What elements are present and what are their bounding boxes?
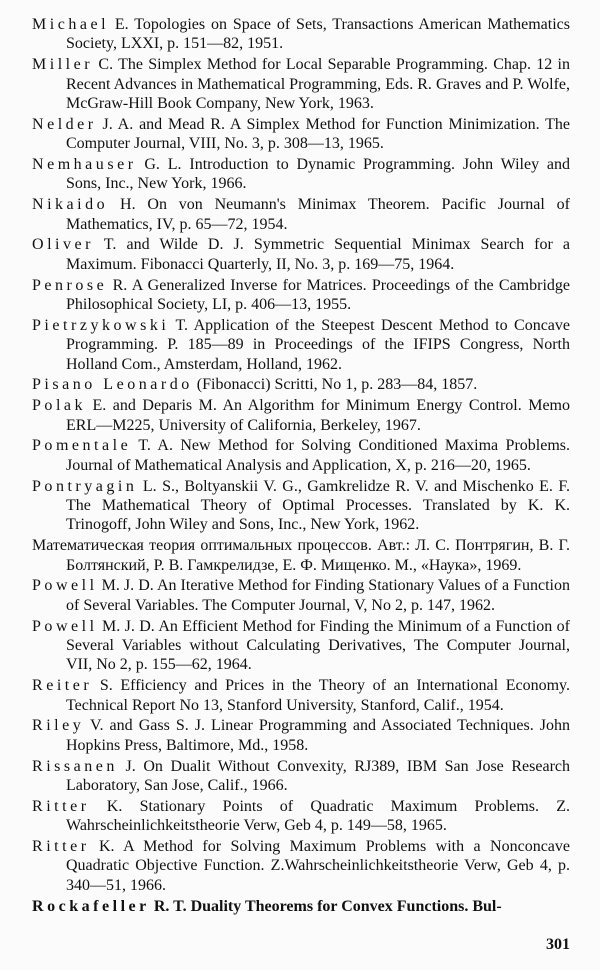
reference-authors: Nikaido xyxy=(32,196,109,214)
reference-text: T. Application of the Steepest Descent Method to Concave Programming. P. 185—89 in Proceedings of the IFIPS Congress, North Holland Com., Amsterdam, Holland, 1962. xyxy=(66,316,570,373)
reference-authors: Pontryagin xyxy=(32,477,138,495)
reference-text: K. Stationary Points of Quadratic Maximum Problems. Z. Wahrscheinlichkeitstheorie Verw, Geb 4, p. 149—58, 1965. xyxy=(66,797,570,835)
reference-authors: Riley xyxy=(32,717,85,735)
reference-authors: Ritter xyxy=(32,838,90,856)
reference-item xyxy=(32,375,570,394)
reference-item xyxy=(32,757,570,796)
reference-text: M. J. D. An Iterative Method for Finding Stationary Values of a Function of Several Variables. The Computer Journal, V, No 2, p. 147, 1962. xyxy=(66,577,570,614)
reference-item xyxy=(32,115,570,154)
reference-text: S. Efficiency and Prices in the Theory of an International Economy. Technical Report No 13, Stanford University, Stanford, Calif., 1954. xyxy=(66,677,570,714)
reference-item xyxy=(32,235,570,274)
reference-text: Математическая теория оптимальных процессов. Авт.: Л. С. Понтрягин, В. Г. Болтянский, Р. В. Гамкрелидзе, Е. Ф. Мищенко. М., «Наука», 1969. xyxy=(32,537,570,574)
reference-item xyxy=(32,837,570,895)
reference-text: H. On von Neumann's Minimax Theorem. Pacific Journal of Mathematics, IV, p. 65—72, 1954. xyxy=(66,196,570,233)
page-number: 301 xyxy=(546,935,570,953)
reference-text: G. L. Introduction to Dynamic Programming. John Wiley and Sons, Inc., New York, 1966. xyxy=(66,156,570,193)
reference-item xyxy=(32,797,570,836)
reference-authors: Powell xyxy=(32,577,98,595)
reference-text: L. S., Boltyanskii V. G., Gamkrelidze R. V. and Mischenko E. F. The Mathematical Theory of Optimal Processes. Translated by K. K. Trinogoff, John Wiley and Sons, Inc., New York, 1962. xyxy=(66,477,570,534)
reference-authors: Rissanen xyxy=(32,757,118,775)
reference-item xyxy=(32,155,570,194)
reference-authors: Polak xyxy=(32,397,87,415)
reference-authors: Miller xyxy=(32,56,94,74)
reference-text: R. A Generalized Inverse for Matrices. Proceedings of the Cambridge Philosophical Society, LI, p. 406—13, 1955. xyxy=(66,276,570,314)
reference-authors: Pomentale xyxy=(32,437,132,455)
reference-item xyxy=(32,55,570,113)
reference-text: E. and Deparis M. An Algorithm for Minimum Energy Control. Memo ERL—M225, University of California, Berkeley, 1967. xyxy=(66,397,570,434)
reference-item xyxy=(32,617,570,675)
reference-item xyxy=(32,316,570,374)
reference-authors: Ritter xyxy=(32,797,90,815)
reference-item xyxy=(32,195,570,234)
reference-authors: Reiter xyxy=(32,677,93,695)
reference-text: K. A Method for Solving Maximum Problems with a Nonconcave Quadratic Objective Function. Z.Wahrscheinlichkeitstheorie Verw, Geb 4, p. 340—51, 1966. xyxy=(66,838,570,894)
reference-authors: Pietrzykowski xyxy=(32,316,170,334)
reference-authors: Michael xyxy=(32,16,110,33)
reference-authors: Pisano Leonardo xyxy=(32,376,193,394)
reference-item xyxy=(32,15,570,54)
reference-authors: Penrose xyxy=(32,276,108,294)
reference-item xyxy=(32,716,570,755)
reference-text: M. J. D. An Efficient Method for Finding the Minimum of a Function of Several Variables without Calculating Derivatives, The Computer Journal, VII, No 2, p. 155—62, 1964. xyxy=(66,617,570,674)
reference-item xyxy=(32,536,570,575)
reference-text: J. On Dualit Without Convexity, RJ389, IBM San Jose Research Laboratory, San Jose, Calif., 1966. xyxy=(66,757,570,795)
reference-authors: Oliver xyxy=(32,236,94,254)
reference-text: E. Topologies on Space of Sets, Transactions American Mathematics Society, LXXI, p. 151—82, 1951. xyxy=(66,16,570,53)
reference-authors: Powell xyxy=(32,617,98,635)
reference-text: V. and Gass S. J. Linear Programming and Associated Techniques. John Hopkins Press, Baltimore, Md., 1958. xyxy=(66,717,570,754)
reference-authors: Nemhauser xyxy=(32,156,137,174)
reference-item xyxy=(32,477,570,535)
reference-authors: Nelder xyxy=(32,115,97,133)
reference-item xyxy=(32,897,570,916)
reference-text: T. and Wilde D. J. Symmetric Sequential Minimax Search for a Maximum. Fibonacci Quarterly, II, No. 3, p. 169—75, 1964. xyxy=(66,236,570,273)
reference-item xyxy=(32,436,570,475)
reference-item xyxy=(32,396,570,435)
reference-text: T. A. New Method for Solving Conditioned Maxima Problems. Journal of Mathematical Analysis and Application, X, p. 216—20, 1965. xyxy=(66,437,570,474)
reference-authors: Rockafeller xyxy=(32,897,150,915)
reference-item xyxy=(32,676,570,715)
reference-item xyxy=(32,576,570,615)
reference-text: R. T. Duality Theorems for Convex Functions. Bul- xyxy=(149,897,502,915)
reference-item xyxy=(32,276,570,315)
bibliography-list xyxy=(32,15,570,916)
reference-text: C. The Simplex Method for Local Separable Programming. Chap. 12 in Recent Advances in Mathematical Programming, Eds. R. Graves and P. Wolfe, McGraw-Hill Book Company, New York, 1963. xyxy=(66,56,570,113)
reference-text: J. A. and Mead R. A Simplex Method for Function Minimization. The Computer Journal, VIII, No. 3, p. 308—13, 1965. xyxy=(66,115,570,153)
reference-text: (Fibonacci) Scritti, No 1, p. 283—84, 1857. xyxy=(192,376,478,394)
